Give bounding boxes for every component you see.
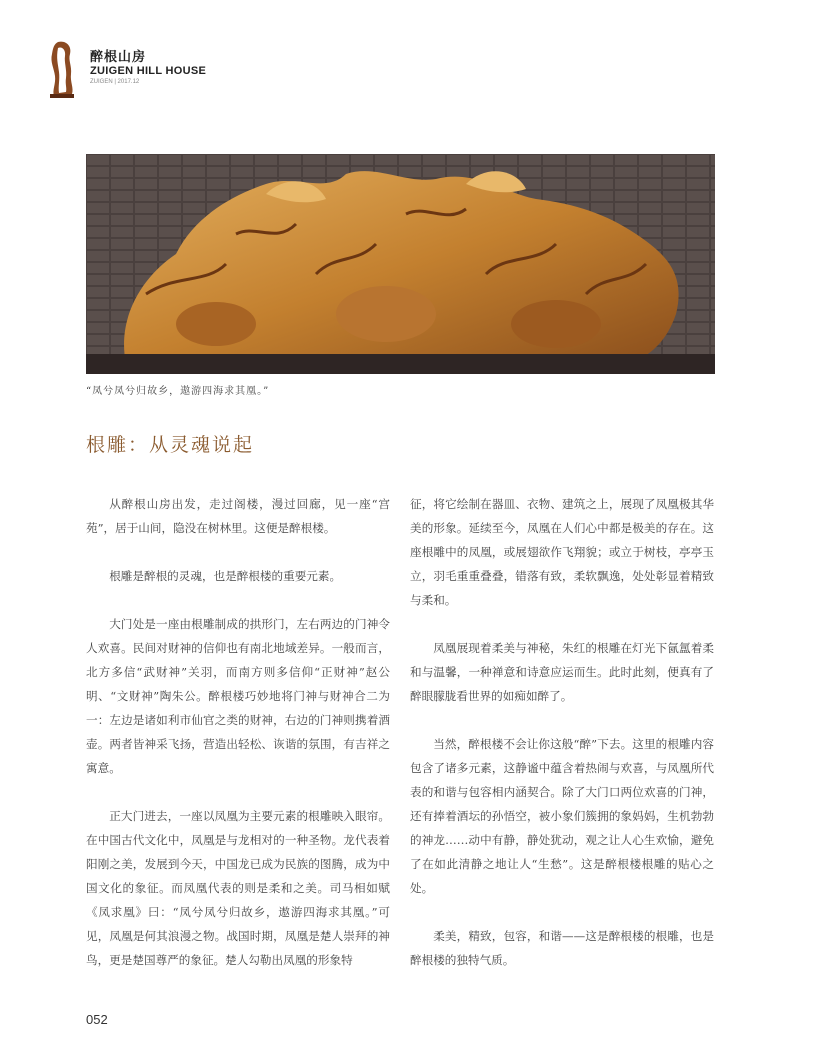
paragraph: 从醉根山房出发，走过阁楼，漫过回廊，见一座“宫苑”，居于山间，隐没在树林里。这便是醉根楼。 xyxy=(86,497,390,535)
article-title: 根雕：从灵魂说起 xyxy=(86,434,255,456)
root-carving-photo xyxy=(86,154,715,374)
paragraph: 当然，醉根楼不会让你这般“醉”下去。这里的根雕内容包含了诸多元素，这静谧中蕴含着热闹与欢喜，与凤凰所代表的和谐与包容相内涵契合。除了大门口两位欢喜的门神，还有捧着酒坛的孙悟空，被小象们簇拥的象妈妈，生机勃勃的神龙……动中有静，静处犹动，观之让人心生欢愉，避免了在如此清静之地让人“生愁”。这是醉根楼根雕的贴心之处。 xyxy=(410,737,714,895)
paragraph: 根雕是醉根的灵魂，也是醉根楼的重要元素。 xyxy=(109,569,342,583)
right-column xyxy=(410,492,714,972)
paragraph: 凤凰展现着柔美与神秘，朱红的根雕在灯光下氤氲着柔和与温馨，一种禅意和诗意应运而生。此时此刻，便真有了醉眼朦胧看世界的如痴如醉了。 xyxy=(410,641,714,703)
page-header xyxy=(46,40,346,100)
brand-chinese-name: 醉根山房 xyxy=(90,50,147,65)
paragraph: 柔美，精致，包容，和谐——这是醉根楼的根雕，也是醉根楼的独特气质。 xyxy=(410,929,714,967)
paragraph-continuation: 征，将它绘制在器皿、衣物、建筑之上，展现了凤凰极其华美的形象。延续至今，凤凰在人们心中都是极美的存在。这座根雕中的凤凰，或展翅欲作飞翔貌；或立于树枝，亭亭玉立，羽毛重重叠叠，错落有致，柔软飘逸，处处彰显着精致与柔和。 xyxy=(410,497,714,607)
issue-label: ZUIGEN | 2017.12 xyxy=(90,79,140,85)
photo-caption: “凤兮凤兮归故乡，遨游四海求其凰。” xyxy=(86,386,270,397)
paragraph: 正大门进去，一座以凤凰为主要元素的根雕映入眼帘。在中国古代文化中，凤凰是与龙相对的一种圣物。龙代表着阳刚之美，发展到今天，中国龙已成为民族的图腾，成为中国文化的象征。而凤凰代表的则是柔和之美。司马相如赋《凤求凰》曰：“凤兮凤兮归故乡，遨游四海求其凰。”可见，凤凰是何其浪漫之物。战国时期，凤凰是楚人崇拜的神鸟，更是楚国尊严的象征。楚人勾勒出凤凰的形象特 xyxy=(86,809,390,967)
left-column xyxy=(86,492,390,972)
brand-block xyxy=(90,50,206,87)
root-sculpture-logo-icon xyxy=(46,40,78,98)
paragraph: 大门处是一座由根雕制成的拱形门，左右两边的门神令人欢喜。民间对财神的信仰也有南北地域差异。一般而言，北方多信“武财神”关羽，而南方则多信仰“正财神”赵公明、“文财神”陶朱公。醉根楼巧妙地将门神与财神合二为一：左边是诸如利市仙官之类的财神，右边的门神则携着酒壶。两者皆神采飞扬，营造出轻松、诙谐的氛围，有吉祥之寓意。 xyxy=(86,617,390,775)
brand-english-name: ZUIGEN HILL HOUSE xyxy=(90,65,207,77)
page-number: 052 xyxy=(86,1012,108,1027)
